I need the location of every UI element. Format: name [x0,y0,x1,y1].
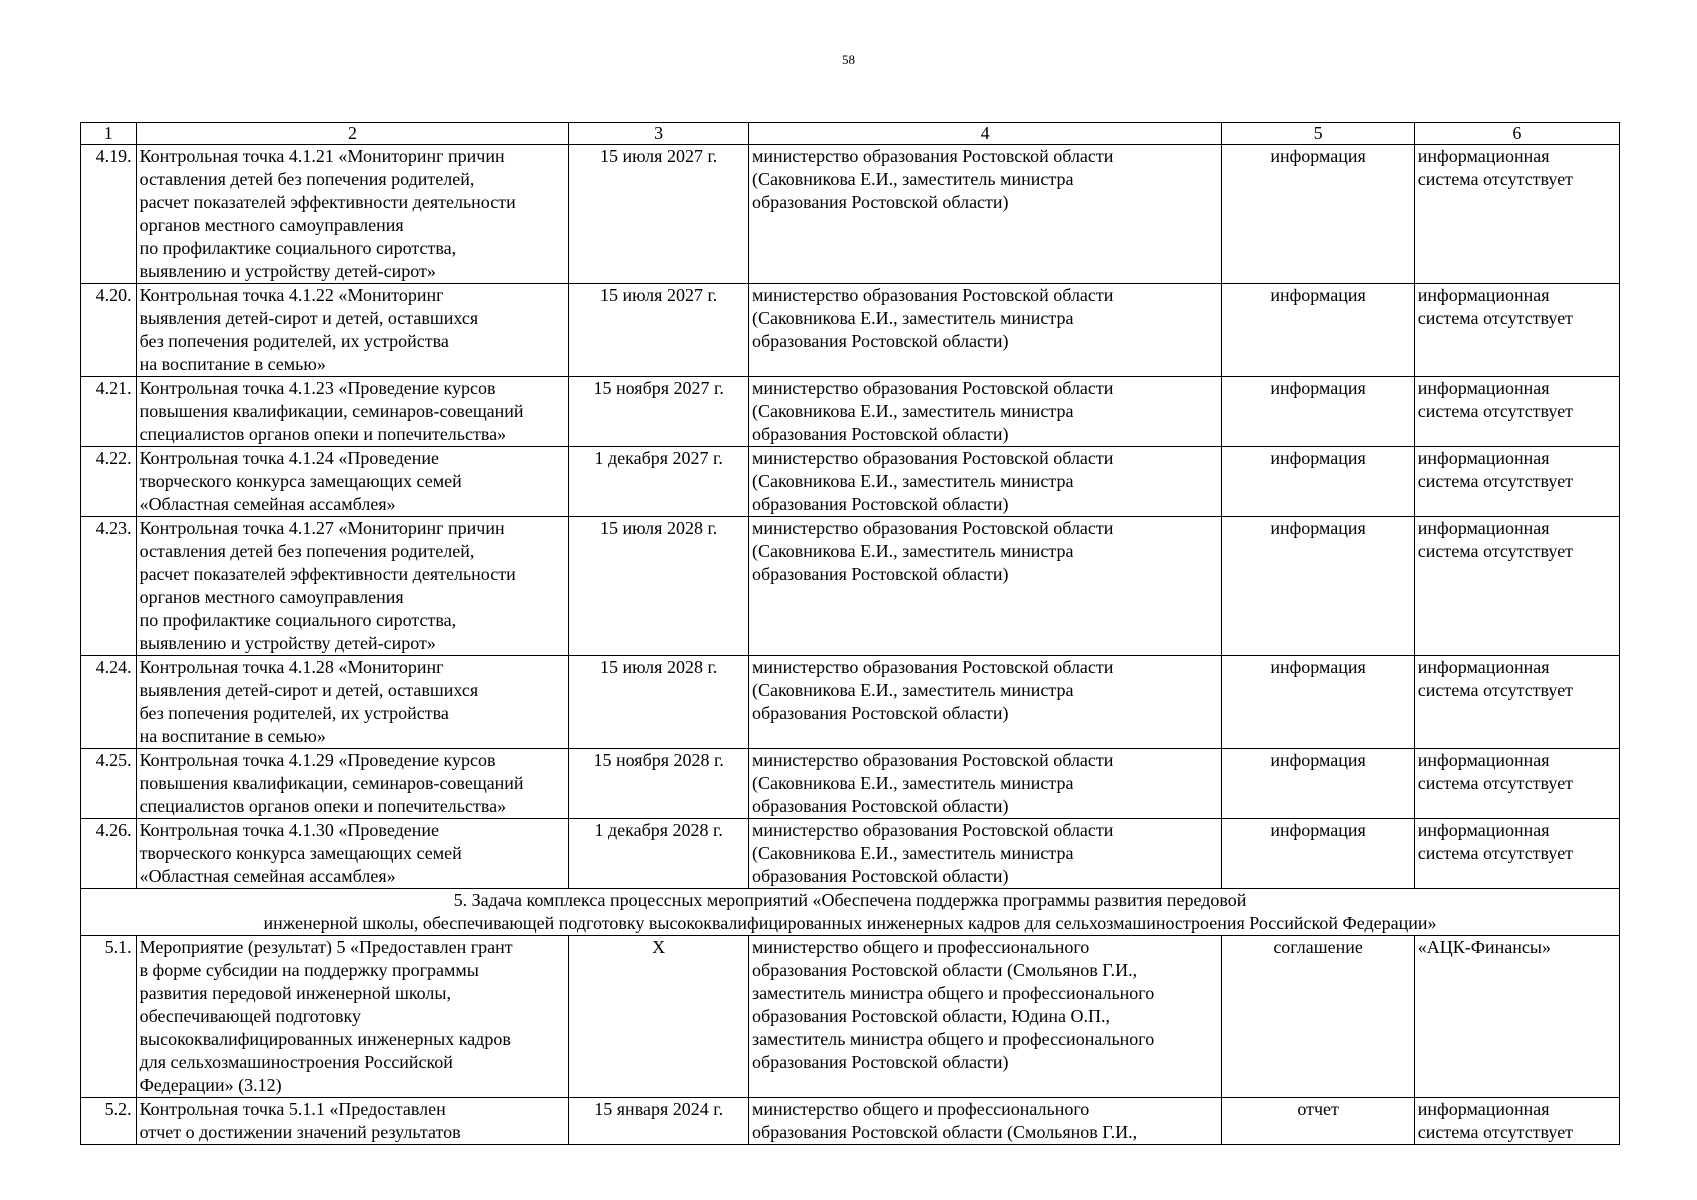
due-date: 15 ноября 2027 г. [569,377,749,447]
responsible-executor: министерство образования Ростовской области (Саковникова Е.И., заместитель министра образования Ростовской области) [748,284,1221,377]
measure-name: Контрольная точка 4.1.27 «Мониторинг причин оставления детей без попечения родителей, расчет показателей эффективности деятельности органов местного самоуправления по профилактике социального сиротства, выявлению и устройству детей-сирот» [136,517,569,656]
document-type: информация [1222,284,1414,377]
information-system: информационная система отсутствует [1414,447,1619,517]
document-type: информация [1222,749,1414,819]
table-row [81,819,1620,889]
information-system: информационная система отсутствует [1414,819,1619,889]
measure-name: Контрольная точка 4.1.29 «Проведение курсов повышения квалификации, семинаров-совещаний специалистов органов опеки и попечительства» [136,749,569,819]
table-row [81,1098,1620,1145]
responsible-executor: министерство общего и профессионального образования Ростовской области (Смольянов Г.И., [748,1098,1221,1145]
due-date: 1 декабря 2027 г. [569,447,749,517]
table-row [81,749,1620,819]
responsible-executor: министерство образования Ростовской области (Саковникова Е.И., заместитель министра образования Ростовской области) [748,145,1221,284]
information-system: «АЦК-Финансы» [1414,936,1619,1098]
document-type: соглашение [1222,936,1414,1098]
table-row [81,936,1620,1098]
measure-name: Контрольная точка 4.1.22 «Мониторинг выявления детей-сирот и детей, оставшихся без попечения родителей, их устройства на воспитание в семью» [136,284,569,377]
responsible-executor: министерство образования Ростовской области (Саковникова Е.И., заместитель министра образования Ростовской области) [748,819,1221,889]
information-system: информационная система отсутствует [1414,749,1619,819]
responsible-executor: министерство образования Ростовской области (Саковникова Е.И., заместитель министра образования Ростовской области) [748,517,1221,656]
due-date: 15 июля 2027 г. [569,145,749,284]
document-type: информация [1222,819,1414,889]
row-number: 4.20. [81,284,137,377]
row-number: 5.1. [81,936,137,1098]
row-number: 5.2. [81,1098,137,1145]
document-type: информация [1222,145,1414,284]
document-type: информация [1222,656,1414,749]
column-number: 1 [81,123,137,145]
row-number: 4.26. [81,819,137,889]
information-system: информационная система отсутствует [1414,284,1619,377]
measure-name: Контрольная точка 4.1.23 «Проведение курсов повышения квалификации, семинаров-совещаний специалистов органов опеки и попечительства» [136,377,569,447]
measure-name: Контрольная точка 5.1.1 «Предоставлен отчет о достижении значений результатов [136,1098,569,1145]
information-system: информационная система отсутствует [1414,377,1619,447]
table-row [81,517,1620,656]
row-number: 4.19. [81,145,137,284]
section-heading-row [81,889,1620,936]
plan-table [80,122,1620,1145]
responsible-executor: министерство образования Ростовской области (Саковникова Е.И., заместитель министра образования Ростовской области) [748,656,1221,749]
document-type: информация [1222,377,1414,447]
due-date: 15 июля 2027 г. [569,284,749,377]
responsible-executor: министерство образования Ростовской области (Саковникова Е.И., заместитель министра образования Ростовской области) [748,749,1221,819]
due-date: 15 июля 2028 г. [569,517,749,656]
measure-name: Контрольная точка 4.1.21 «Мониторинг причин оставления детей без попечения родителей, расчет показателей эффективности деятельности органов местного самоуправления по профилактике социального сиротства, выявлению и устройству детей-сирот» [136,145,569,284]
measure-name: Контрольная точка 4.1.24 «Проведение творческого конкурса замещающих семей «Областная семейная ассамблея» [136,447,569,517]
due-date: 15 июля 2028 г. [569,656,749,749]
column-number: 4 [748,123,1221,145]
column-number: 6 [1414,123,1619,145]
page-number: 58 [842,52,855,67]
measure-name: Контрольная точка 4.1.30 «Проведение творческого конкурса замещающих семей «Областная семейная ассамблея» [136,819,569,889]
column-number: 3 [569,123,749,145]
row-number: 4.25. [81,749,137,819]
column-number-row [81,123,1620,145]
row-number: 4.22. [81,447,137,517]
row-number: 4.21. [81,377,137,447]
due-date: 15 января 2024 г. [569,1098,749,1145]
table-row [81,145,1620,284]
responsible-executor: министерство общего и профессионального образования Ростовской области (Смольянов Г.И., заместитель министра общего и профессионального образования Ростовской области, Юдина О.П., заместитель министра общего и профессионального образования Ростовской области) [748,936,1221,1098]
information-system: информационная система отсутствует [1414,1098,1619,1145]
table-row [81,284,1620,377]
section-5-title: 5. Задача комплекса процессных мероприятий «Обеспечена поддержка программы развития передовой инженерной школы, обеспечивающей подготовку высококвалифицированных инженерных кадров для сельхозмашиностроения Российской Федерации» [81,889,1620,936]
document-type: информация [1222,447,1414,517]
table-row [81,656,1620,749]
measure-name: Мероприятие (результат) 5 «Предоставлен грант в форме субсидии на поддержку программы развития передовой инженерной школы, обеспечивающей подготовку высококвалифицированных инженерных кадров для сельхозмашиностроения Российской Федерации» (3.12) [136,936,569,1098]
due-date: X [569,936,749,1098]
column-number: 2 [136,123,569,145]
information-system: информационная система отсутствует [1414,656,1619,749]
table-row [81,447,1620,517]
due-date: 1 декабря 2028 г. [569,819,749,889]
responsible-executor: министерство образования Ростовской области (Саковникова Е.И., заместитель министра образования Ростовской области) [748,447,1221,517]
row-number: 4.24. [81,656,137,749]
column-number: 5 [1222,123,1414,145]
due-date: 15 ноября 2028 г. [569,749,749,819]
table-row [81,377,1620,447]
measure-name: Контрольная точка 4.1.28 «Мониторинг выявления детей-сирот и детей, оставшихся без попечения родителей, их устройства на воспитание в семью» [136,656,569,749]
information-system: информационная система отсутствует [1414,145,1619,284]
document-type: информация [1222,517,1414,656]
information-system: информационная система отсутствует [1414,517,1619,656]
document-type: отчет [1222,1098,1414,1145]
row-number: 4.23. [81,517,137,656]
responsible-executor: министерство образования Ростовской области (Саковникова Е.И., заместитель министра образования Ростовской области) [748,377,1221,447]
